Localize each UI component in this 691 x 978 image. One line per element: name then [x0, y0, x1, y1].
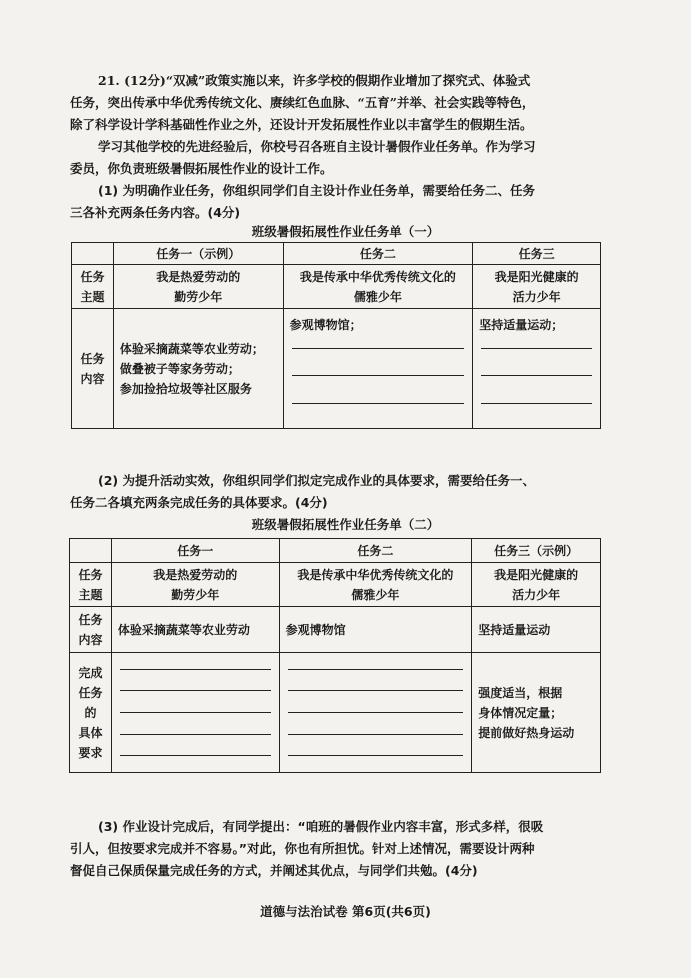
requirement-text: 身体情况定量； — [478, 705, 563, 720]
table2-header: 任务三（示例） — [472, 539, 601, 563]
theme-text: 我是阳光健康的 — [494, 269, 579, 284]
content-text: 坚持适量运动； — [479, 318, 564, 332]
answer-line[interactable] — [288, 669, 464, 670]
table2-title: 班级暑假拓展性作业任务单（二） — [251, 517, 440, 532]
answer-line[interactable] — [481, 375, 592, 376]
answer-line[interactable] — [481, 348, 592, 349]
requirements-cell-task1[interactable] — [111, 653, 279, 773]
table1-corner — [72, 243, 114, 265]
content-cell: 坚持适量运动 — [472, 607, 601, 653]
sub-line: (2) 为提升活动实效，你组织同学们拟定完成作业的具体要求，需要给任务一、 — [98, 473, 535, 488]
label-char: 主题 — [78, 587, 103, 602]
content-cell-task2[interactable] — [283, 309, 473, 429]
content-cell-task3[interactable] — [473, 309, 601, 429]
label-char: 任务 — [80, 269, 105, 284]
requirement-text: 提前做好热身运动 — [478, 725, 575, 740]
sub-question-2 — [70, 470, 635, 514]
answer-line[interactable] — [288, 734, 464, 735]
page-footer: 道德与法治试卷 第6页(共6页) — [260, 904, 431, 919]
theme-text: 我是传承中华优秀传统文化的 — [299, 269, 456, 284]
row-label-theme — [72, 265, 114, 309]
requirement-text: 强度适当，根据 — [478, 685, 563, 700]
answer-lines[interactable] — [280, 659, 472, 767]
table2-corner — [70, 539, 112, 563]
content-text: 做叠被子等家务劳动； — [119, 361, 240, 376]
sub-question-1 — [70, 180, 635, 224]
theme-text: 活力少年 — [512, 587, 561, 602]
label-char: 完成 — [78, 665, 103, 680]
table1-header: 任务二 — [283, 243, 473, 265]
theme-text: 我是阳光健康的 — [494, 567, 579, 582]
label-char: 任务 — [80, 351, 105, 366]
content-text: 参观博物馆； — [289, 318, 362, 332]
label-char: 任务 — [78, 685, 103, 700]
sub-line: (1) 为明确作业任务，你组织同学们自主设计作业任务单，需要给任务二、任务 — [98, 183, 535, 198]
sub-line: 督促自己保质保量完成任务的方式，并阐述其优点，与同学们共勉。(4分) — [70, 863, 478, 878]
table2-header: 任务二 — [279, 539, 472, 563]
answer-line[interactable] — [120, 690, 271, 691]
answer-lines[interactable] — [473, 335, 600, 417]
label-char: 内容 — [80, 371, 105, 386]
table1-header: 任务三 — [473, 243, 601, 265]
theme-text: 儒雅少年 — [353, 289, 402, 304]
answer-lines[interactable] — [284, 335, 473, 417]
answer-line[interactable] — [120, 734, 271, 735]
table1-title: 班级暑假拓展性作业任务单（一） — [251, 224, 440, 239]
label-char: 内容 — [78, 632, 103, 647]
label-char: 主题 — [80, 289, 105, 304]
content-text: 参加捡拾垃圾等社区服务 — [119, 381, 252, 396]
theme-cell — [279, 563, 472, 607]
answer-line[interactable] — [292, 403, 465, 404]
answer-line[interactable] — [481, 403, 592, 404]
content-cell — [113, 309, 283, 429]
sub-line: 三各补充两条任务内容。(4分) — [70, 205, 241, 220]
answer-line[interactable] — [120, 755, 271, 756]
label-char: 的 — [84, 705, 97, 720]
theme-cell — [472, 563, 601, 607]
theme-cell — [111, 563, 279, 607]
theme-text: 儒雅少年 — [351, 587, 400, 602]
label-char: 任务 — [78, 612, 103, 627]
label-char: 任务 — [78, 567, 103, 582]
theme-text: 我是热爱劳动的 — [153, 567, 238, 582]
sub-line: (3) 作业设计完成后，有同学提出：“咱班的暑假作业内容丰富，形式多样，很吸 — [98, 819, 544, 834]
theme-text: 我是传承中华优秀传统文化的 — [297, 567, 454, 582]
intro-line: 除了科学设计学科基础性作业之外，还设计开发拓展性作业以丰富学生的假期生活。 — [70, 117, 533, 132]
content-cell: 参观博物馆 — [279, 607, 472, 653]
theme-text: 勤劳少年 — [174, 289, 223, 304]
intro-line: 学习其他学校的先进经验后，你校号召各班自主设计暑假作业任务单。作为学习 — [98, 139, 536, 154]
answer-line[interactable] — [292, 375, 465, 376]
theme-cell — [473, 265, 601, 309]
label-char: 要求 — [78, 745, 103, 760]
table1 — [71, 242, 601, 429]
row-label-theme — [70, 563, 112, 607]
table2-header: 任务一 — [111, 539, 279, 563]
answer-line[interactable] — [288, 690, 464, 691]
table2 — [69, 538, 601, 773]
row-label-content — [70, 607, 112, 653]
table1-header: 任务一（示例） — [113, 243, 283, 265]
intro-line: 21. (12分)“双减”政策实施以来，许多学校的假期作业增加了探究式、体验式 — [98, 73, 531, 88]
content-text: 体验采摘蔬菜等农业劳动； — [119, 341, 264, 356]
content-cell: 体验采摘蔬菜等农业劳动 — [111, 607, 279, 653]
answer-line[interactable] — [288, 755, 464, 756]
sub-line: 引人，但按要求完成并不容易。”对此，你也有所担忧。针对上述情况，需要设计两种 — [70, 841, 535, 856]
requirements-cell-task2[interactable] — [279, 653, 472, 773]
intro-line: 任务，突出传承中华优秀传统文化、赓续红色血脉、“五育”并举、社会实践等特色， — [70, 95, 535, 110]
theme-cell — [113, 265, 283, 309]
theme-text: 勤劳少年 — [171, 587, 220, 602]
intro-line: 委员，你负责班级暑假拓展性作业的设计工作。 — [70, 161, 333, 176]
sub-question-3 — [70, 816, 635, 882]
theme-text: 活力少年 — [512, 289, 561, 304]
row-label-requirements — [70, 653, 112, 773]
row-label-content — [72, 309, 114, 429]
answer-line[interactable] — [120, 669, 271, 670]
answer-line[interactable] — [292, 348, 465, 349]
sub-line: 任务二各填充两条完成任务的具体要求。(4分) — [70, 495, 328, 510]
answer-line[interactable] — [120, 712, 271, 713]
theme-text: 我是热爱劳动的 — [156, 269, 241, 284]
label-char: 具体 — [78, 725, 103, 740]
answer-line[interactable] — [288, 712, 464, 713]
theme-cell — [283, 265, 473, 309]
question-21-intro — [70, 70, 635, 180]
answer-lines[interactable] — [112, 659, 279, 767]
requirements-cell-task3 — [472, 653, 601, 773]
